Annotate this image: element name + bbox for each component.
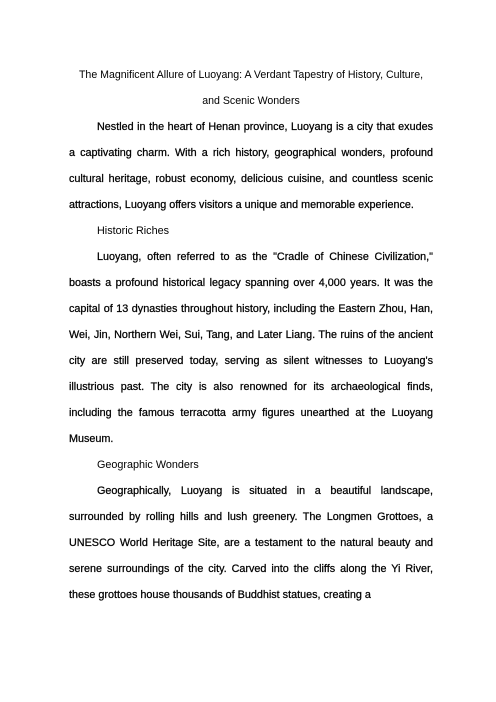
document-title: The Magnificent Allure of Luoyang: A Verdant Tapestry of History, Culture, and Scenic Wonders <box>78 69 424 107</box>
section-body-historic-riches: Luoyang, often referred to as the "Cradle of Chinese Civilization," boasts a profound historical legacy spanning over 4,000 years. It was the capital of 13 dynasties throughout history, including the Eastern Zhou, Han, Wei, Jin, Northern Wei, Sui, Tang, and Later Liang. The ruins of the ancient city are still preserved today, serving as silent witnesses to Luoyang's illustrious past. The city is also renowned for its archaeological finds, including the famous terracotta army figures unearthed at the Luoyang Museum. <box>69 251 433 445</box>
document-content <box>69 62 433 608</box>
intro-paragraph: Nestled in the heart of Henan province, Luoyang is a city that exudes a captivating charm. With a rich history, geographical wonders, profound cultural heritage, robust economy, delicious cuisine, and countless scenic attractions, Luoyang offers visitors a unique and memorable experience. <box>69 121 433 211</box>
section-heading-historic-riches: Historic Riches <box>97 225 169 237</box>
section-body-geographic-wonders: Geographically, Luoyang is situated in a beautiful landscape, surrounded by rolling hills and lush greenery. The Longmen Grottoes, a UNESCO World Heritage Site, are a testament to the natural beauty and serene surroundings of the city. Carved into the cliffs along the Yi River, these grottoes house thousands of Buddhist statues, creating a <box>69 485 433 601</box>
section-heading-geographic-wonders: Geographic Wonders <box>97 459 199 471</box>
